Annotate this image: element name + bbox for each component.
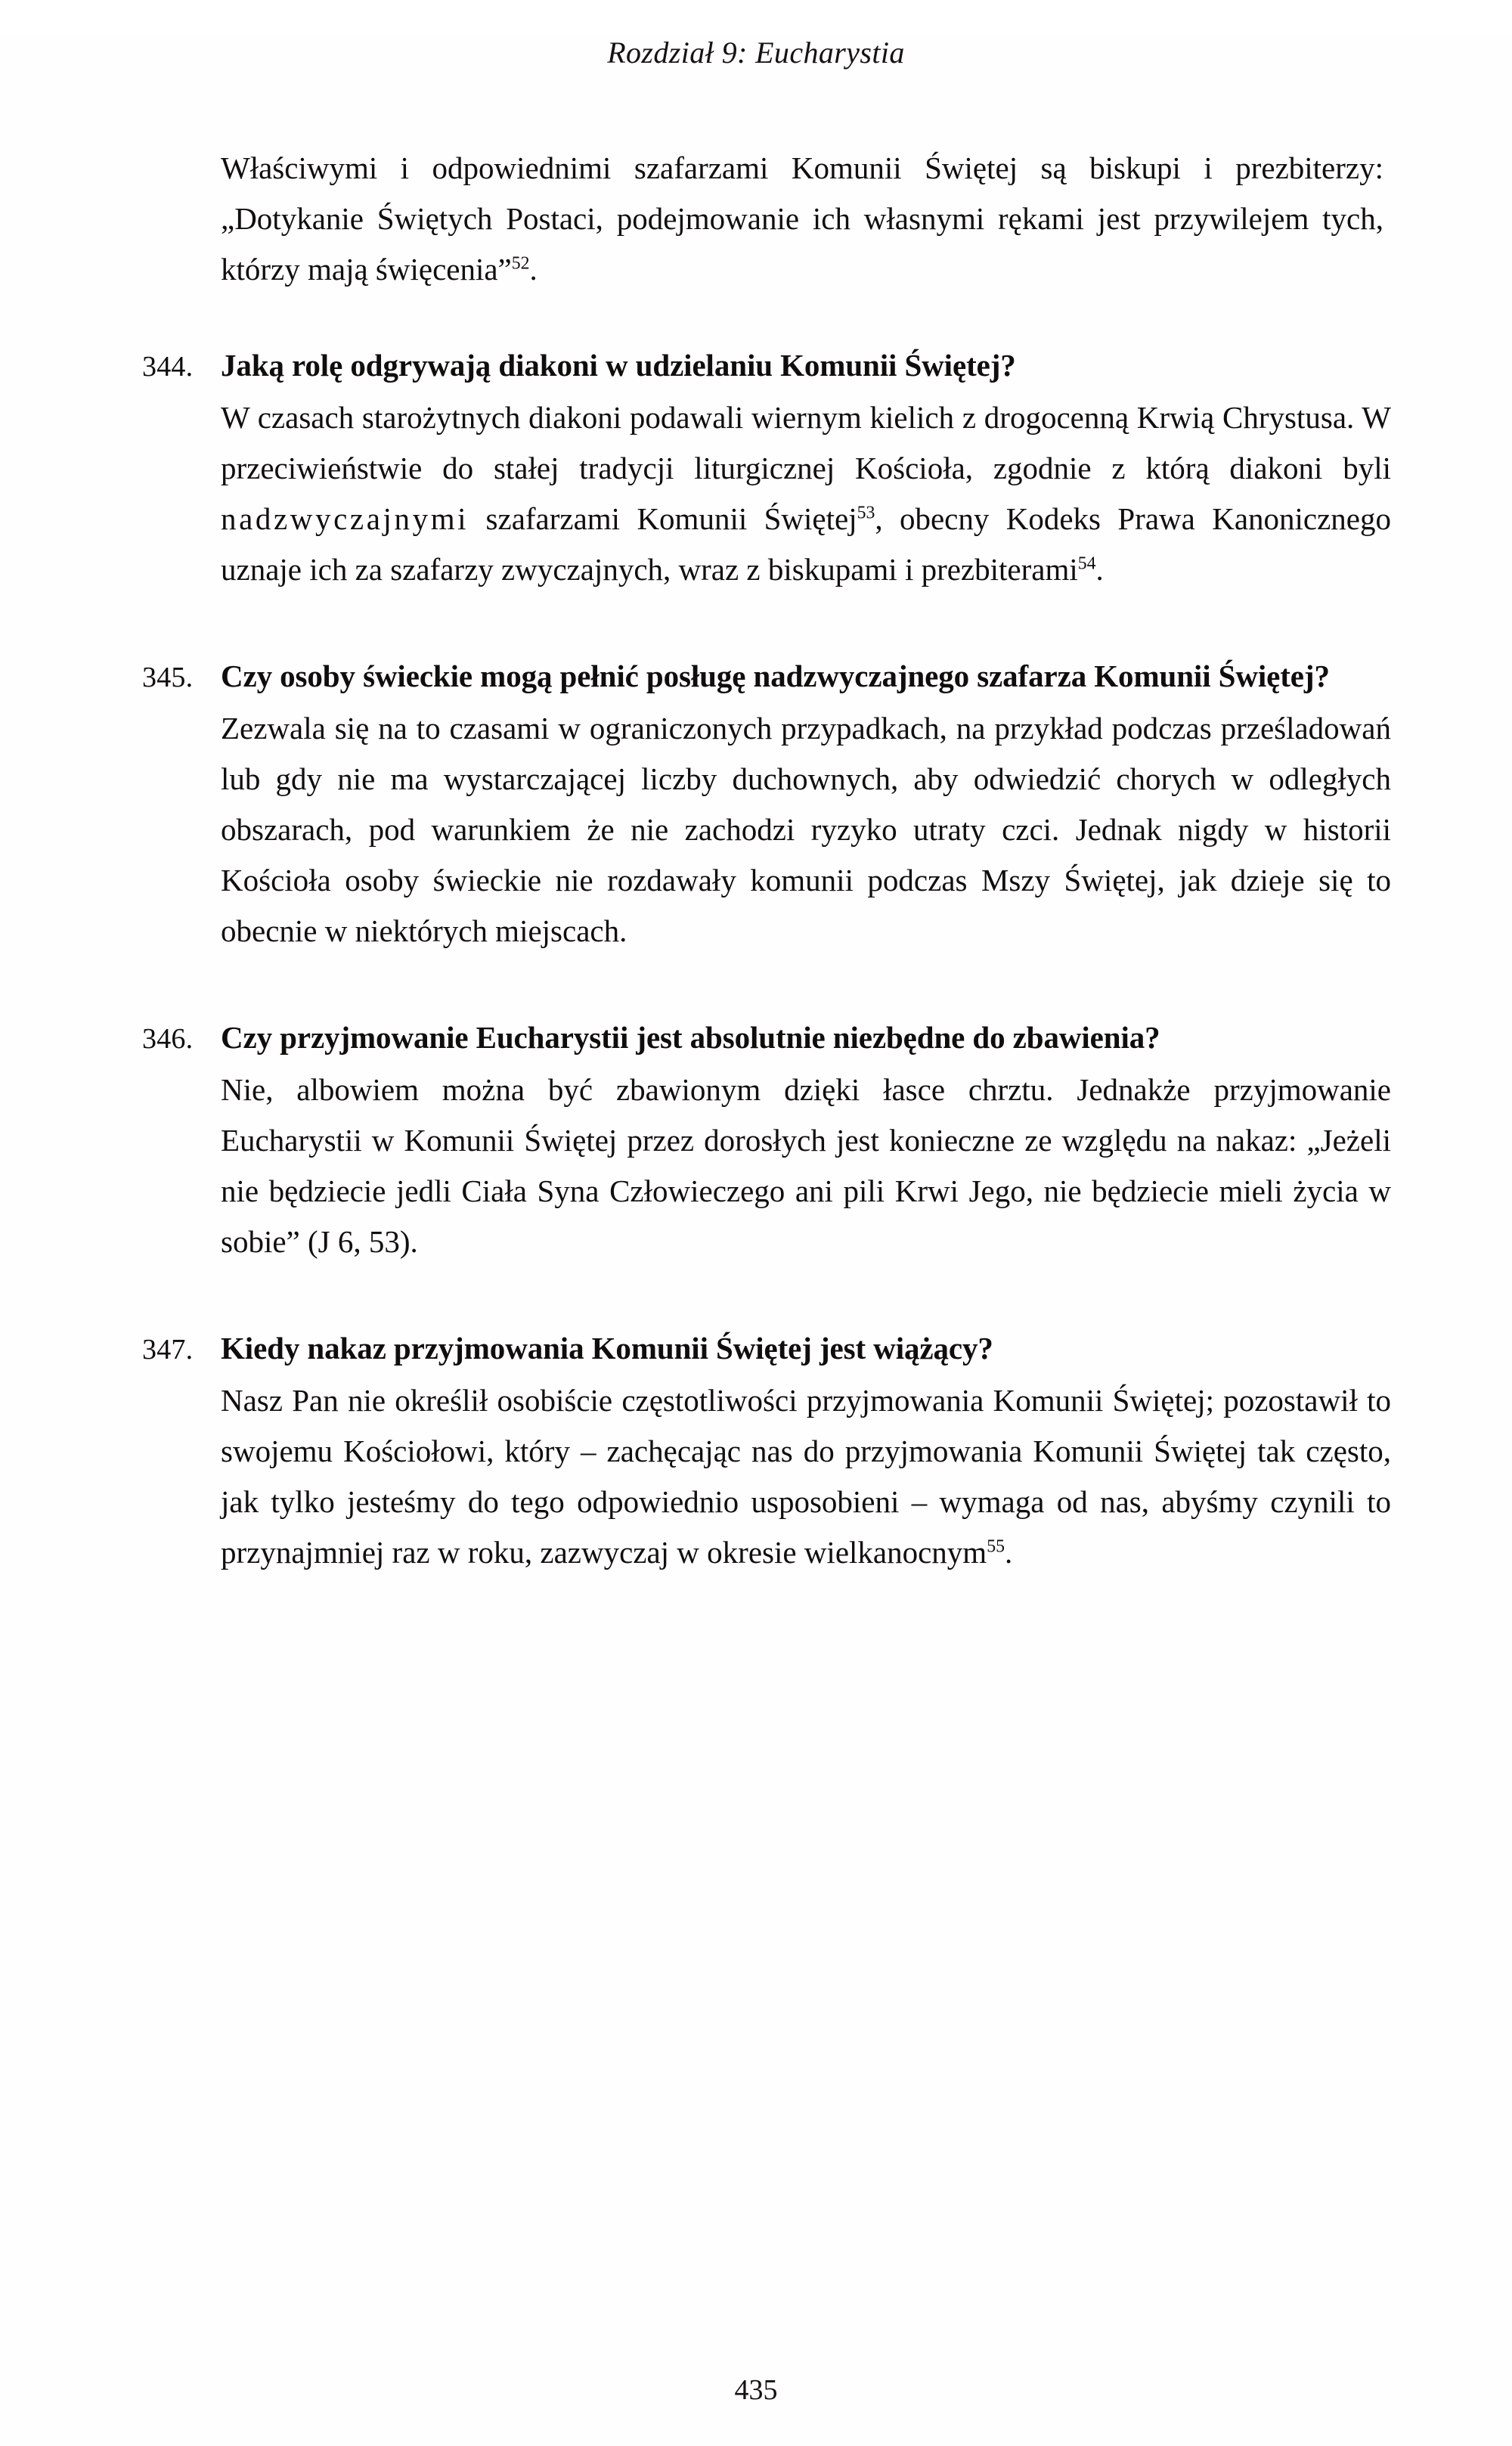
qa-question-345: Czy osoby świeckie mogą pełnić posługę nadzwyczajnego szafarza Komunii Świętej? [221, 659, 1330, 693]
intro-paragraph-block [221, 143, 1383, 295]
qa-question-344: Jaką rolę odgrywają diakoni w udzielaniu Komunii Świętej? [221, 348, 1016, 383]
qa-number-345: 345. [142, 662, 194, 693]
qa-heading-346 [136, 1014, 1391, 1063]
qa-answer-346 [221, 1065, 1391, 1267]
qa-block-346 [136, 1014, 1391, 1267]
qa-number-346: 346. [142, 1023, 194, 1055]
qa-block-345 [136, 653, 1391, 956]
answer-344-part1: W czasach starożytnych diakoni podawali wiernym kielich z drogocenną Krwią Chrystusa. W przeciwieństwie do stałej tradycji liturgicznej Kościoła, zgodnie z którą diakoni byli [221, 400, 1391, 485]
answer-347-part1: Nasz Pan nie określił osobiście częstotliwości przyjmowania Komunii Świętej; pozostawił to swojemu Kościołowi, który – zachęcając nas do przyjmowania Komunii Świętej tak często, jak tylko jesteśmy do tego odpowiednio usposobieni – wymaga od nas, abyśmy czynili to przynajmniej raz w roku, zazwyczaj w okresie wielkanocnym [221, 1383, 1391, 1570]
answer-344-part3: , obecny Kodeks Prawa Kanonicznego uznaje ich za szafarzy zwyczajnych, wraz z biskupami i prezbiterami [221, 501, 1392, 587]
book-page [0, 35, 1512, 2446]
qa-block-347 [136, 1325, 1391, 1578]
answer-344-emphasis: nadzwyczajnymi [221, 501, 469, 536]
qa-heading-344 [136, 342, 1391, 391]
answer-347-part2: . [1004, 1535, 1013, 1570]
qa-answer-text-344 [221, 392, 1391, 595]
intro-paragraph [221, 143, 1383, 295]
intro-paragraph-text: Właściwymi i odpowiednimi szafarzami Komunii Świętej są biskupi i prezbiterzy: „Dotykanie Świętych Postaci, podejmowanie ich własnymi rękami jest przywilejem tych, którzy mają święcenia” [221, 150, 1383, 287]
footnote-ref-52[interactable]: 52 [511, 253, 530, 274]
answer-344-part2: szafarzami Komunii Świętej [469, 501, 857, 536]
qa-heading-345 [136, 653, 1391, 702]
running-head: Rozdział 9: Eucharystia [607, 36, 905, 70]
footnote-ref-53[interactable]: 53 [857, 503, 875, 523]
page-number: 435 [734, 2374, 778, 2406]
qa-number-344: 344. [142, 351, 194, 383]
qa-answer-347 [221, 1375, 1391, 1578]
qa-answer-text-347 [221, 1375, 1391, 1578]
qa-question-346: Czy przyjmowanie Eucharystii jest absolutnie niezbędne do zbawienia? [221, 1020, 1160, 1055]
intro-paragraph-tail: . [529, 252, 538, 287]
qa-number-347: 347. [142, 1334, 194, 1366]
footnote-ref-54[interactable]: 54 [1077, 553, 1096, 574]
qa-question-347: Kiedy nakaz przyjmowania Komunii Świętej jest wiążący? [221, 1331, 993, 1366]
answer-344-part4: . [1095, 552, 1104, 587]
qa-answer-344 [221, 392, 1391, 595]
qa-answer-345 [221, 703, 1391, 956]
qa-block-344 [136, 342, 1391, 595]
footnote-ref-55[interactable]: 55 [987, 1536, 1005, 1557]
qa-heading-347 [136, 1325, 1391, 1374]
page-content [91, 143, 1421, 1578]
qa-answer-text-346: Nie, albowiem można być zbawionym dzięki łasce chrztu. Jednakże przyjmowanie Eucharystii w Komunii Świętej przez dorosłych jest konieczne ze względu na nakaz: „Jeżeli nie będziecie jedli Ciała Syna Człowieczego ani pili Krwi Jego, nie będziecie mieli życia w sobie” (J 6, 53). [221, 1072, 1391, 1259]
qa-answer-text-345: Zezwala się na to czasami w ograniczonych przypadkach, na przykład podczas prześladowań lub gdy nie ma wystarczającej liczby duchownych, aby odwiedzić chorych w odległych obszarach, pod warunkiem że nie zachodzi ryzyko utraty czci. Jednak nigdy w historii Kościoła osoby świeckie nie rozdawały komunii podczas Mszy Świętej, jak dzieje się to obecnie w niektórych miejscach. [221, 711, 1391, 948]
